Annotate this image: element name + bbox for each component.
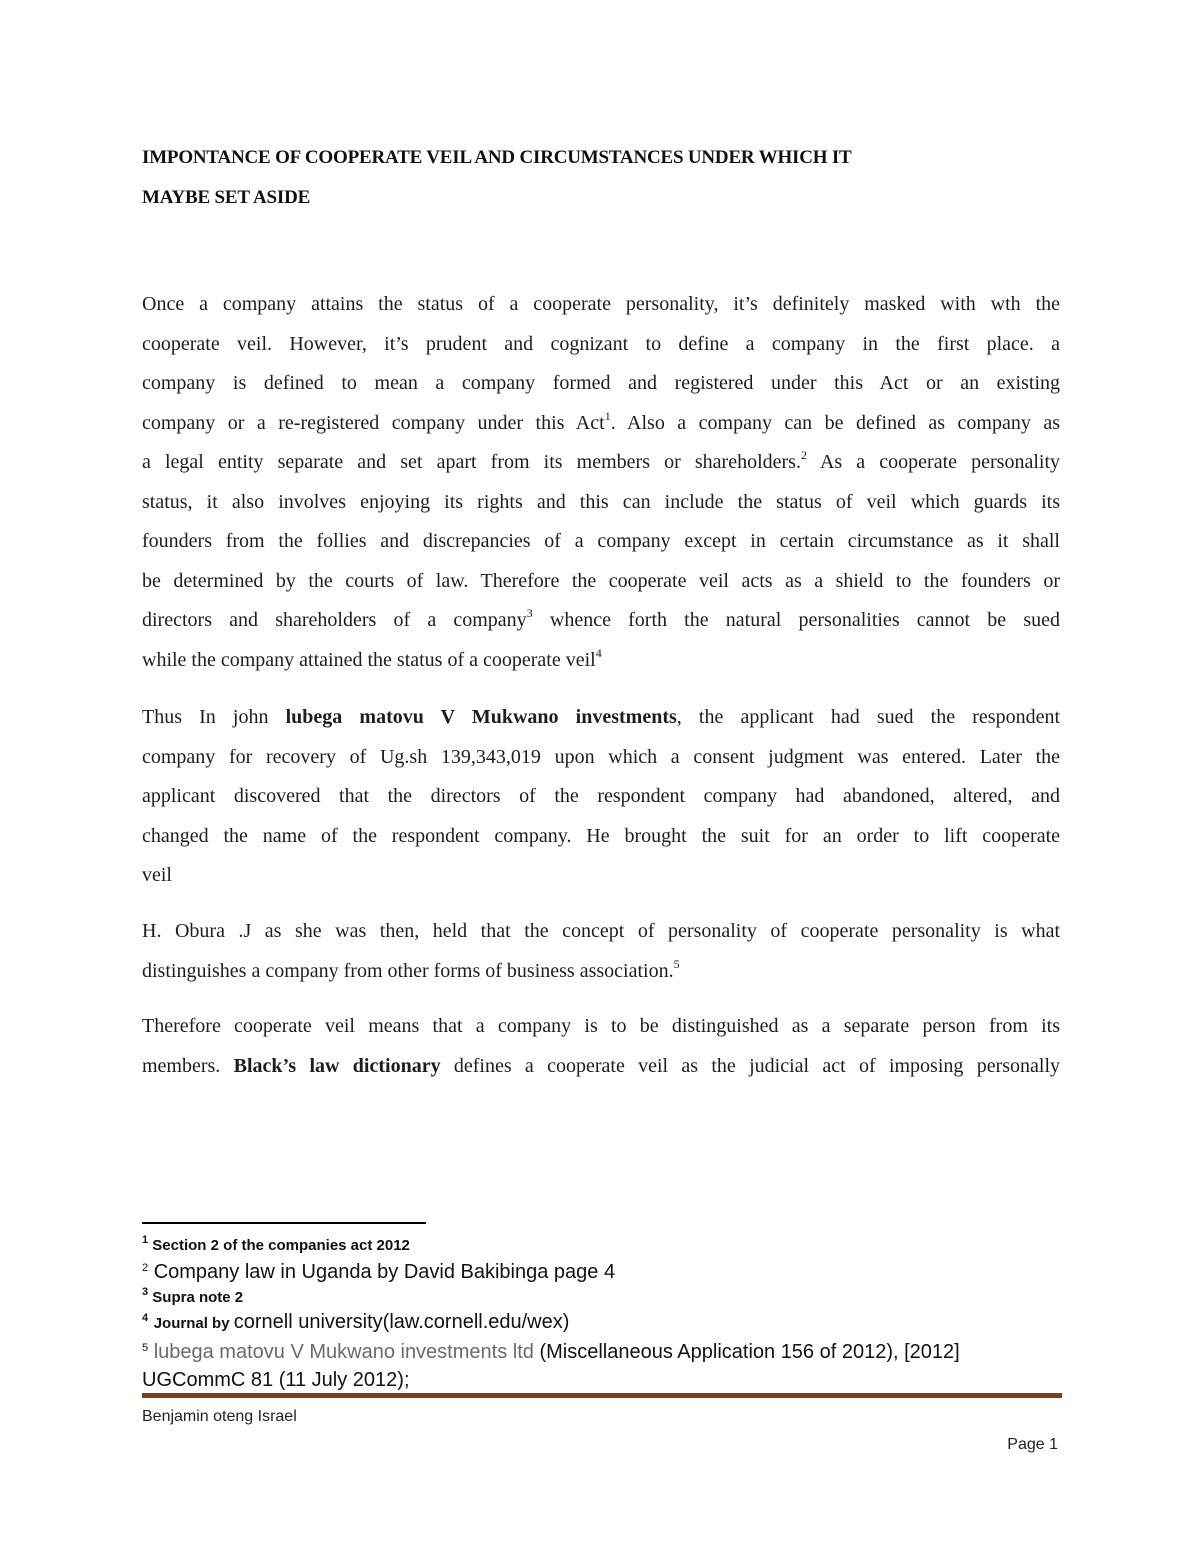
p1-line: founders from the follies and discrepancies of a company except in certain circumstance as it shall xyxy=(142,530,1060,552)
footnote-3: $^3$ Supra note 2 xyxy=(142,1286,244,1306)
footnote-separator xyxy=(142,1222,426,1224)
paragraph-1 xyxy=(142,285,1060,680)
p1-line: directors and shareholders of a company$^3$ whence forth the natural personalities cannot be sued xyxy=(142,606,1060,631)
footnote-ref-5: 5 xyxy=(673,956,680,971)
p2-line: company for recovery of Ug.sh 139,343,019 upon which a consent judgment was entered. Later the xyxy=(142,745,1060,768)
dictionary-name: Black’s law dictionary xyxy=(233,1054,441,1077)
p1-line: a legal entity separate and set apart from its members or shareholders.$^2$ As a cooperate personality xyxy=(142,448,1061,473)
p1-line: company or a re-registered company under this Act$^1$. Also a company can be defined as company as xyxy=(142,408,1060,434)
p3-line: distinguishes a company from other forms of business association.$^5$ xyxy=(142,956,680,982)
p1-line: while the company attained the status of a cooperate veil$^4$ xyxy=(142,645,602,671)
p1-line: cooperate veil. However, it’s prudent and cognizant to define a company in the first place. a xyxy=(142,332,1060,355)
page-number: Page 1 xyxy=(1007,1436,1058,1453)
footnote-2: $^2$ Company law in Uganda by David Bakibinga page 4 xyxy=(142,1261,616,1283)
p3-line: H. Obura .J as she was then, held that the concept of personality of cooperate personality is what xyxy=(142,920,1060,942)
footnote-ref-4: 4 xyxy=(595,645,602,660)
title-line-1: IMPONTANCE OF COOPERATE VEIL AND CIRCUMSTANCES UNDER WHICH IT xyxy=(142,147,852,168)
p2-line: veil xyxy=(142,864,172,886)
p1-line: be determined by the courts of law. Therefore the cooperate veil acts as a shield to the founders or xyxy=(142,569,1060,592)
p2-line: Thus In john lubega matovu V Mukwano investments, the applicant had sued the respondent xyxy=(142,706,1060,728)
paragraph-2 xyxy=(142,698,1060,896)
footnote-4: $^4$ Journal by cornell university(law.cornell.edu/wex) xyxy=(142,1311,570,1333)
footnote-ref-2: 2 xyxy=(800,448,807,462)
footer-rule xyxy=(142,1393,1062,1398)
footer-author: Benjamin oteng Israel xyxy=(142,1408,297,1425)
p1-line: company is defined to mean a company formed and registered under this Act or an existing xyxy=(142,372,1060,394)
p2-line: changed the name of the respondent company. He brought the suit for an order to lift cooperate xyxy=(142,824,1060,847)
title-line-2: MAYBE SET ASIDE xyxy=(142,187,311,208)
paragraph-4 xyxy=(142,1007,1060,1086)
footnote-1: $^1$ Section 2 of the companies act 2012 xyxy=(142,1234,410,1254)
paragraph-3 xyxy=(142,912,1060,991)
p4-line: Therefore cooperate veil means that a company is to be distinguished as a separate person from its xyxy=(142,1015,1060,1037)
document-title xyxy=(142,138,1062,218)
p1-line: status, it also involves enjoying its rights and this can include the status of veil which guards its xyxy=(142,490,1060,513)
p1-line: Once a company attains the status of a cooperate personality, it’s definitely masked with wth the xyxy=(142,293,1060,315)
p2-line: applicant discovered that the directors of the respondent company had abandoned, altered, and xyxy=(142,785,1060,807)
footnote-ref-3: 3 xyxy=(526,606,533,620)
p4-line: members. Black’s law dictionary defines a cooperate veil as the judicial act of imposing personally xyxy=(142,1054,1060,1077)
case-name: lubega matovu V Mukwano investments xyxy=(285,706,677,728)
footnote-ref-1: 1 xyxy=(604,408,611,423)
footnote-5: $^5$ lubega matovu V Mukwano investments ltd (Miscellaneous Application 156 of 2012), [2012] UGCommC 81 (11 July 2012); xyxy=(142,1341,960,1391)
